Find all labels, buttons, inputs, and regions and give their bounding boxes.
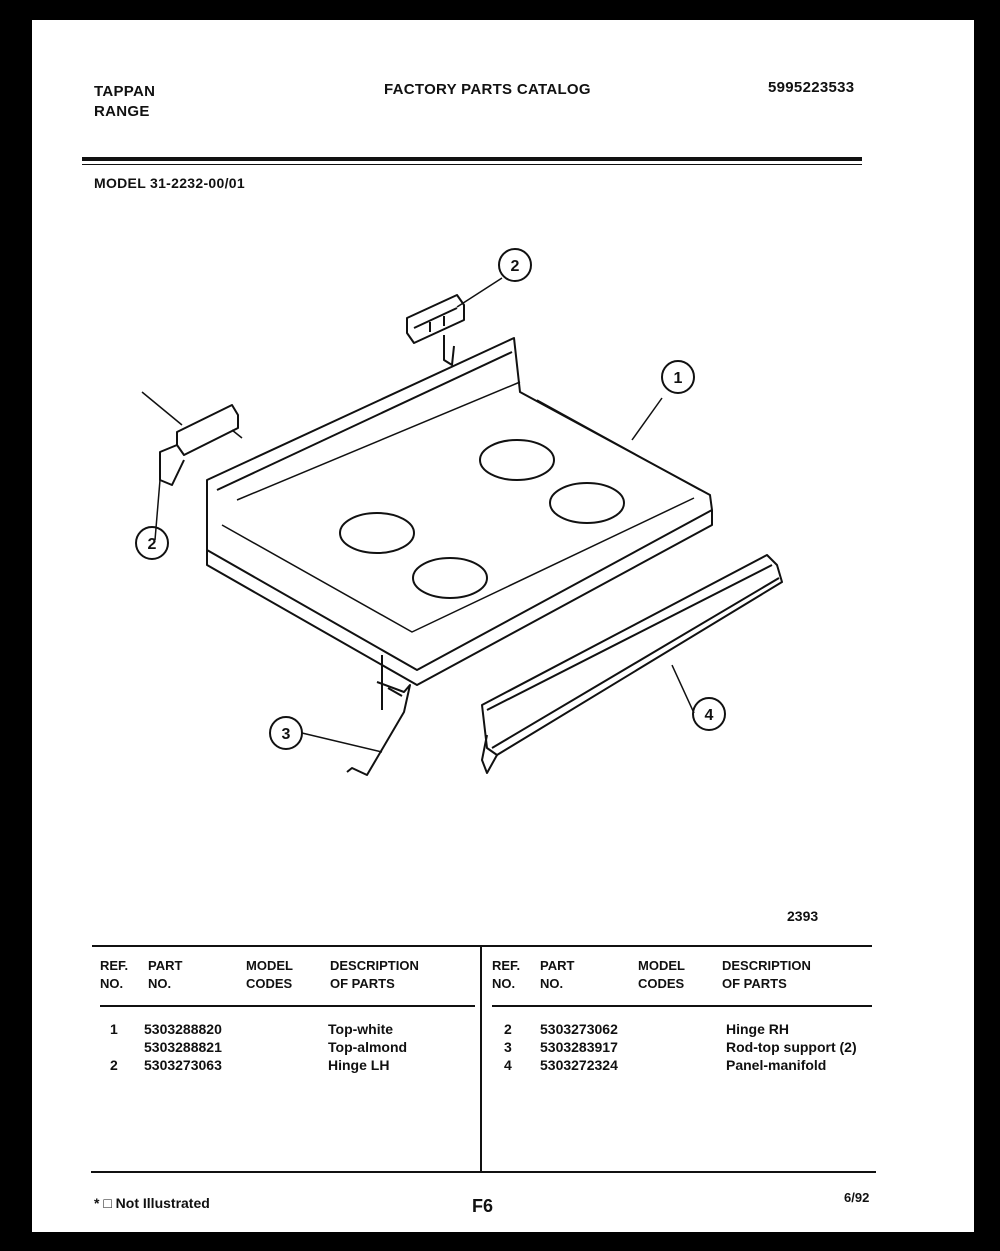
callout-label-4: 4: [704, 707, 714, 724]
callout-label-2-top: 2: [510, 258, 520, 275]
leader-line-1: [632, 398, 662, 440]
panel-manifold: [482, 555, 782, 755]
diagram-code: 2393: [787, 908, 819, 924]
ref-no: 2: [504, 1021, 512, 1037]
table-row: [492, 1021, 877, 1039]
burner-opening-front: [413, 558, 487, 598]
catalog-title: FACTORY PARTS CATALOG: [384, 81, 591, 98]
parts-table-right: [492, 955, 877, 1165]
rod-top-support: [347, 655, 410, 775]
parts-table: [92, 945, 872, 1173]
burner-opening-right: [550, 483, 624, 523]
part-no: 5303283917: [540, 1039, 618, 1055]
part-no: 5303273062: [540, 1021, 618, 1037]
leader-line-3: [302, 733, 382, 752]
brand-line-1: TAPPAN: [94, 83, 156, 100]
part-no: 5303272324: [540, 1057, 618, 1073]
table-row: [100, 1039, 485, 1057]
burner-opening-back-right: [480, 440, 554, 480]
header-underline: [100, 1005, 475, 1007]
leader-line-2-left: [155, 480, 160, 540]
catalog-number: 5995223533: [768, 79, 855, 96]
cooktop-side-rim: [537, 400, 700, 490]
part-description: Hinge LH: [328, 1057, 390, 1073]
part-description: Panel-manifold: [726, 1057, 827, 1073]
page-number: F6: [472, 1196, 494, 1216]
exploded-parts-diagram: [32, 20, 974, 900]
table-row: [492, 1039, 877, 1057]
cooktop-inner-edge: [217, 352, 512, 490]
callout-label-2-left: 2: [147, 536, 157, 553]
cooktop-inner-rim: [222, 498, 694, 632]
revision-date: 6/92: [844, 1190, 870, 1205]
col-header-part: PART NO.: [148, 958, 183, 991]
ref-no: 3: [504, 1039, 512, 1055]
table-row: [100, 1057, 485, 1075]
callout-label-3: 3: [281, 726, 291, 743]
part-description: Hinge RH: [726, 1021, 789, 1037]
part-no: 5303288820: [144, 1021, 222, 1037]
parts-table-left: [100, 955, 485, 1165]
ref-no: 2: [110, 1057, 118, 1073]
col-header-description: DESCRIPTION OF PARTS: [330, 958, 419, 991]
leader-line-4: [672, 665, 694, 713]
col-header-model-codes: MODEL CODES: [638, 958, 685, 991]
ref-no: 1: [110, 1021, 118, 1037]
col-header-ref: REF. NO.: [100, 958, 129, 991]
table-bottom-rule: [91, 1171, 876, 1173]
header-underline: [492, 1005, 872, 1007]
hinge-left: [177, 405, 238, 455]
burner-opening-left: [340, 513, 414, 553]
table-top-rule: [92, 945, 872, 947]
cooktop-top: [207, 338, 712, 670]
callout-label-1: 1: [673, 370, 683, 387]
col-header-ref: REF. NO.: [492, 958, 521, 991]
table-row: [492, 1057, 877, 1075]
table-row: [100, 1021, 485, 1039]
leader-line-2-top: [457, 278, 502, 307]
col-header-description: DESCRIPTION OF PARTS: [722, 958, 811, 991]
part-no: 5303288821: [144, 1039, 222, 1055]
brand-line-2: RANGE: [94, 103, 150, 120]
model-number: MODEL 31-2232-00/01: [94, 175, 245, 191]
col-header-part: PART NO.: [540, 958, 575, 991]
part-description: Top-almond: [328, 1039, 408, 1055]
part-description: Top-white: [328, 1021, 394, 1037]
catalog-page: [32, 20, 974, 1232]
part-description: Rod-top support (2): [726, 1039, 857, 1055]
col-header-model-codes: MODEL CODES: [246, 958, 293, 991]
part-no: 5303273063: [144, 1057, 222, 1073]
not-illustrated-note: * □ Not Illustrated: [94, 1195, 210, 1211]
ref-no: 4: [504, 1057, 512, 1073]
